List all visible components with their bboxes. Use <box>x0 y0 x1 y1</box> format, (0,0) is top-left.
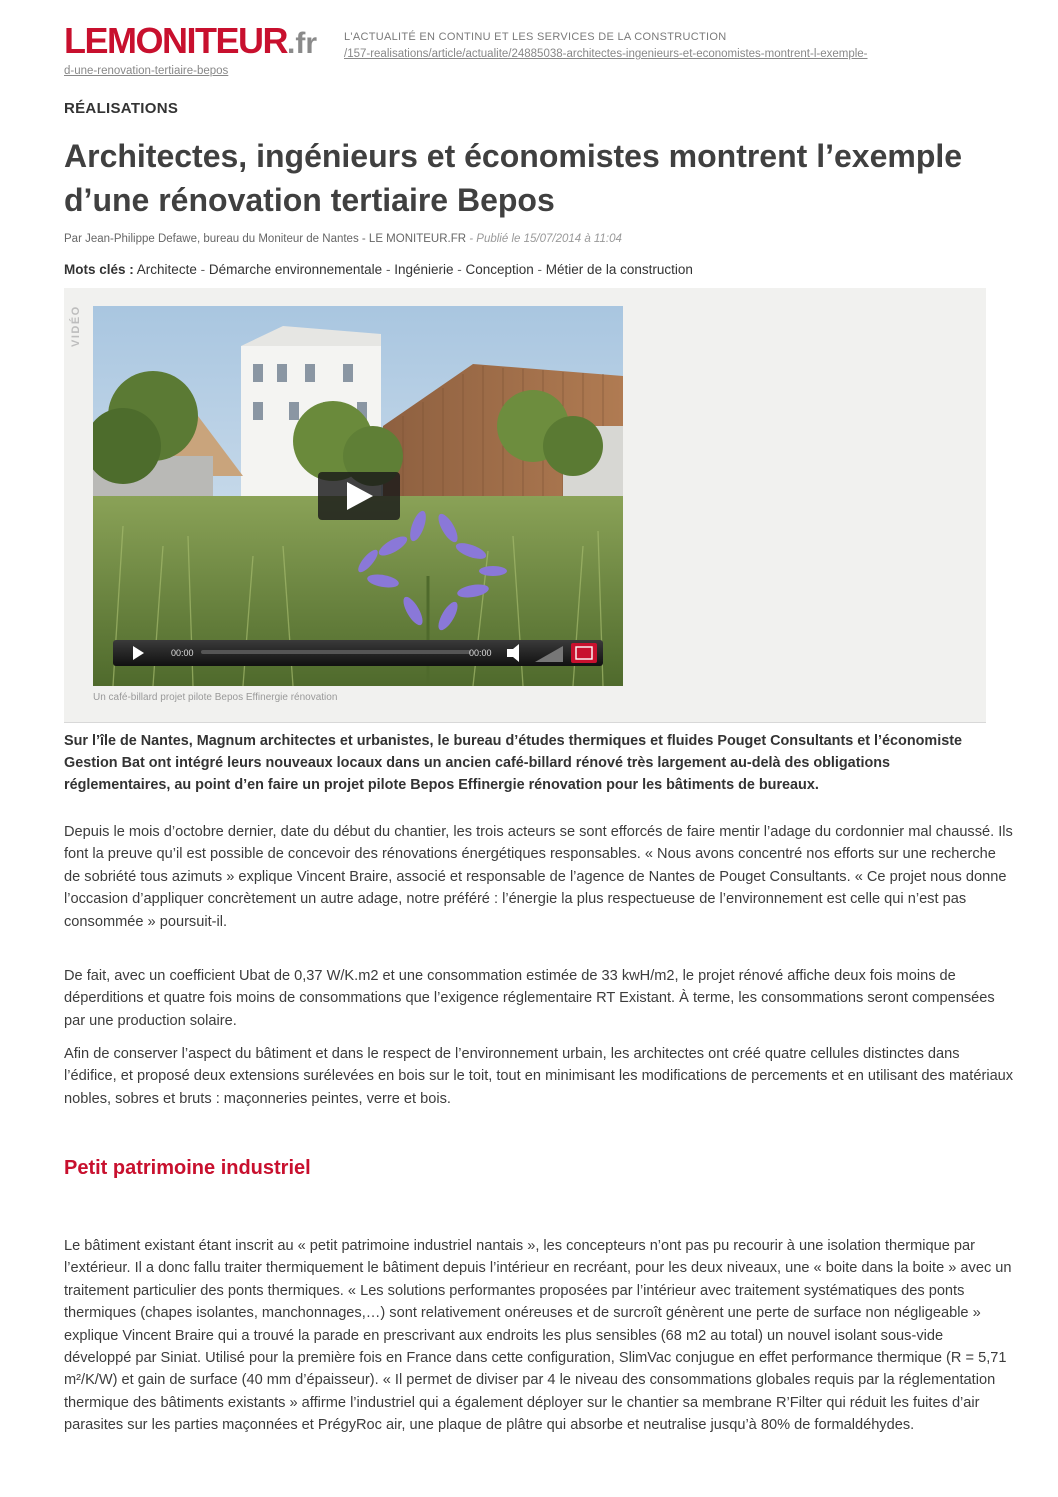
article-paragraph: Le bâtiment existant étant inscrit au « petit patrimoine industriel nantais », les concepteurs n’ont pas pu recourir à une isolation thermique par l’extérieur. Il a donc fallu traiter thermiquement le bâtiment depuis l’intérieur en recréant, pour les deux niveaux, une « boite dans la boite » avec un traitement particulier des ponts thermiques. « Les solutions performantes proposées par l’intérieur avec traitement systématiques des ponts thermiques (chapes isolantes, manchonnages,…) sont relativement onéreuses et de surcroît génèrent une perte de surface non négligeable » explique Vincent Braire qui a trouvé la parade en prescrivant aux endroits les plus sensibles (68 m2 au total) un nouvel isolant sous-vide développé par Siniat. Utilisé pour la première fois en France dans cette configuration, SlimVac conjugue en effet performance thermique (R = 5,71 m²/K/W) et gain de surface (40 mm d’épaisseur). « Il permet de diviser par 4 le niveau des consommations globales requis par la réglementation thermique des bâtiments existants » affirme l’industriel qui a également déployer sur le chantier sa membrane R’Filter qui réduit les fuites d’air parasites sur les parties maçonnées et PrégyRoc air, une plaque de plâtre qui absorbe et neutralise jusqu’à 80% de formaldéhydes. <box>64 1238 1012 1434</box>
site-tagline: L'ACTUALITÉ EN CONTINU ET LES SERVICES DE LA CONSTRUCTION <box>344 31 727 43</box>
keyword-link[interactable]: Conception <box>465 262 534 277</box>
article-subheading: Petit patrimoine industriel <box>64 1157 311 1179</box>
article-paragraph: Afin de conserver l’aspect du bâtiment et dans le respect de l’environnement urbain, les architectes ont créé quatre cellules distinctes dans l’édifice, et proposé deux extensions surélevées en bois sur le toit, tout en minimisant les modifications de percements et en utilisant des matériaux nobles, sobres et bruts : maçonneries peintes, verre et bois. <box>64 1046 1014 1107</box>
article-url-line-1[interactable]: /157-realisations/article/actualite/24885038-architectes-ingenieurs-et-economistes-montrent-l-exemple- <box>344 48 868 60</box>
article-lead: Sur l’île de Nantes, Magnum architectes et urbanistes, le bureau d’études thermiques et fluides Pouget Consultants et l’économiste Gestion Bat ont intégré leurs nouveaux locaux dans un ancien café-billard rénové très largement au-delà des obligations réglementaires, au point d’en faire un projet pilote Bepos Effinergie rénovation pour les bâtiments de bureaux. <box>64 733 963 793</box>
logo-moniteur: MONITEUR <box>107 20 288 61</box>
section-label[interactable]: RÉALISATIONS <box>64 100 179 117</box>
site-logo[interactable] <box>64 22 317 63</box>
keywords-bar: Mots clés : Architecte - Démarche environnementale - Ingénierie - Conception - Métier de la construction <box>64 262 693 277</box>
video-thumbnail <box>93 306 623 686</box>
article-paragraph: Depuis le mois d’octobre dernier, date du début du chantier, les trois acteurs se sont efforcés de faire mentir l’adage du cordonnier mal chaussé. Ils font la preuve qu’il est possible de concevoir des rénovations énergétiques responsables. « Nous avons concentré nos efforts sur une recherche de sobriété tous azimuts » explique Vincent Braire, associé et responsable de l’agence de Nantes de Pouget Consultants. « Ce projet nous donne l’occasion d’appliquer concrètement un autre adage, notre préféré : l’énergie la plus respectueuse de l’environnement est celle qui n’est pas consommée » poursuit-il. <box>64 824 1013 930</box>
video-time-current: 00:00 <box>171 648 194 658</box>
byline-author: Par Jean-Philippe Defawe, bureau du Moniteur de Nantes - LE MONITEUR.FR <box>64 233 467 245</box>
keyword-link[interactable]: Architecte <box>136 262 197 277</box>
keywords-label: Mots clés : <box>64 262 134 277</box>
video-tag: VIDÉO <box>70 305 82 347</box>
keyword-link[interactable]: Démarche environnementale <box>208 262 383 277</box>
video-player[interactable] <box>93 306 623 686</box>
article-url-line-2[interactable]: d-une-renovation-tertiaire-bepos <box>64 65 229 77</box>
byline: Par Jean-Philippe Defawe, bureau du Moniteur de Nantes - LE MONITEUR.FR - Publié le 15/07/2014 à 11:04 <box>64 233 622 245</box>
keyword-link[interactable]: Métier de la construction <box>545 262 693 277</box>
article-paragraph: De fait, avec un coefficient Ubat de 0,37 W/K.m2 et une consommation estimée de 33 kwH/m2, le projet rénové affiche deux fois moins de déperditions et quatre fois moins de consommations que l’exigence réglementaire RT Existant. À terme, les consommations seront compensées par une production solaire. <box>64 968 995 1029</box>
logo-le: LE <box>64 20 108 61</box>
video-caption: Un café-billard projet pilote Bepos Effinergie rénovation <box>93 692 338 703</box>
article-title: Architectes, ingénieurs et économistes montrent l’exemple d’une rénovation tertiaire Bepos <box>64 138 963 218</box>
keyword-link[interactable]: Ingénierie <box>394 262 454 277</box>
logo-fr: .fr <box>287 27 318 60</box>
publish-date: Publié le 15/07/2014 à 11:04 <box>476 233 622 245</box>
video-time-total: 00:00 <box>469 648 492 658</box>
